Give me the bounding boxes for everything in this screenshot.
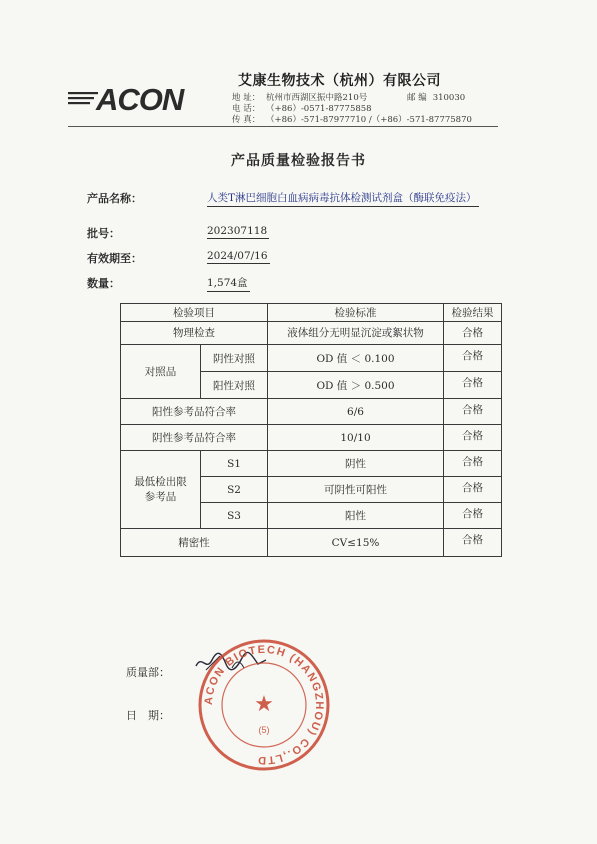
fax-value: （+86）-571-87977710 /（+86）-571-87775870 [266,115,472,125]
row-standard: 液体组分无明显沉淀或絮状物 [268,322,444,345]
row-standard: 6/6 [268,399,444,425]
expiry-label: 有效期至： [87,252,142,265]
quantity-value: 1,574盒 [207,275,250,292]
row-result: 合格 [444,399,502,425]
seal-ring-text: ACON BIOTECH (HANGZHOU) CO.,LTD [202,643,326,767]
postcode-value: 310030 [432,93,466,103]
row-item: 精密性 [121,529,268,557]
table-header-row [121,304,502,322]
row-item: S1 [201,451,268,477]
row-result: 合格 [444,529,502,557]
row-item: S2 [201,477,268,503]
row-item: 物理检查 [121,322,268,345]
product-name-label: 产品名称： [87,192,142,205]
row-result: 合格 [444,477,502,503]
company-seal [196,637,332,773]
row-item: 阳性参考品符合率 [121,399,268,425]
header-standard: 检验标准 [268,304,444,322]
row-result: 合格 [444,503,502,529]
header-result: 检验结果 [444,304,502,322]
table-row [121,529,502,557]
row-standard: 可阴性可阳性 [268,477,444,503]
inspection-table [120,303,502,557]
header-divider [68,126,498,127]
fax-line [232,113,472,125]
address-label: 地 址： [232,93,261,103]
table-row [121,425,502,451]
row-item: S3 [201,503,268,529]
date-label: 日 期： [126,709,170,722]
address-value: 杭州市西湖区振中路210号 [266,93,368,103]
row-result: 合格 [444,345,502,372]
phone-value: （+86）-0571-87775858 [266,104,372,114]
acon-logo [68,84,220,114]
row-result: 合格 [444,425,502,451]
batch-label: 批号： [87,227,120,240]
phone-label: 电 话： [232,104,261,114]
row-result: 合格 [444,372,502,399]
company-name: 艾康生物技术（杭州）有限公司 [238,73,441,89]
table-row [121,345,502,372]
lod-group-text: 最低检出限参考品 [134,475,187,503]
seal-inner-number: (5) [258,725,270,735]
row-item: 阴性参考品符合率 [121,425,268,451]
logo-wordmark: ACON [96,84,184,114]
postcode-line [407,91,465,103]
seal-star: ★ [254,692,274,717]
control-group-label: 对照品 [121,345,201,399]
quantity-label: 数量： [87,277,120,290]
row-standard: OD 值 ＞ 0.500 [268,372,444,399]
row-standard: 阳性 [268,503,444,529]
seal-graphic [196,637,332,773]
table-row [121,322,502,345]
header-item: 检验项目 [121,304,268,322]
postcode-label: 邮 编 [407,93,427,103]
row-standard: 10/10 [268,425,444,451]
expiry-value: 2024/07/16 [207,250,268,262]
acon-logo-graphic [68,84,220,114]
row-item: 阴性对照 [201,345,268,372]
row-result: 合格 [444,451,502,477]
document-title: 产品质量检验报告书 [231,153,366,169]
batch-value: 202307118 [207,225,268,237]
row-result: 合格 [444,322,502,345]
qa-department-label: 质量部： [126,666,170,679]
table-row [121,399,502,425]
row-standard: OD 值 ＜ 0.100 [268,345,444,372]
fax-label: 传 真： [232,115,261,125]
row-item: 阳性对照 [201,372,268,399]
table-row [121,451,502,477]
row-standard: CV≤15% [268,529,444,557]
row-standard: 阴性 [268,451,444,477]
product-name-value: 人类T淋巴细胞白血病病毒抗体检测试剂盒（酶联免疫法） [207,190,479,207]
lod-group-label [121,451,201,529]
